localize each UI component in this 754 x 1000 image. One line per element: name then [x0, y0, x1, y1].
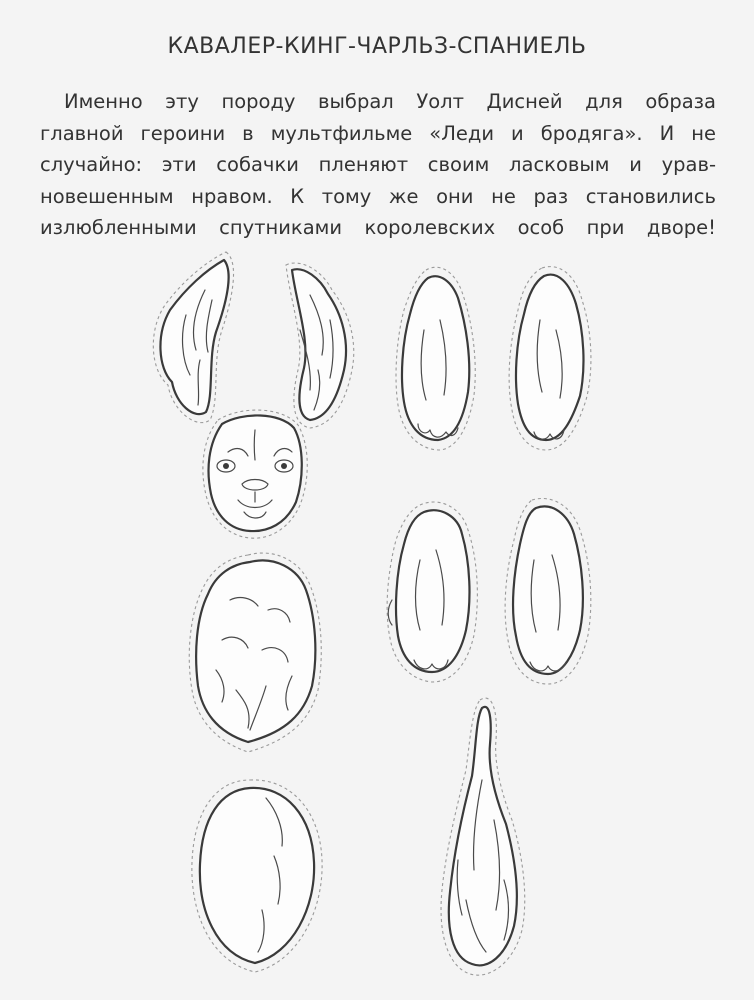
paragraph-line: Именно эту породу выбрал Уолт Дисней для образа [64, 90, 716, 113]
left-ear-piece [153, 252, 233, 423]
page-title: КАВАЛЕР-КИНГ-ЧАРЛЬЗ-СПАНИЕЛЬ [167, 34, 587, 59]
body-piece [192, 780, 322, 972]
front-leg-right-piece [509, 267, 591, 450]
head-piece [203, 410, 307, 538]
paragraph-line: излюбленными спутниками королевских особ при дворе! [40, 216, 716, 239]
hind-leg-left-piece [387, 502, 477, 682]
paragraph-line: новешенным нравом. К тому же они не раз становились [40, 184, 716, 208]
front-leg-left-piece [396, 267, 475, 450]
tail-piece [441, 698, 525, 975]
hind-leg-right-piece [505, 498, 591, 684]
chest-piece [189, 553, 321, 752]
paragraph-line: случайно: эти собачки пленяют своим ласковым и урав- [40, 153, 716, 176]
right-ear-piece [286, 263, 354, 428]
paragraph-line: главной героини в мультфильме «Леди и бродяга». И не [40, 121, 716, 145]
